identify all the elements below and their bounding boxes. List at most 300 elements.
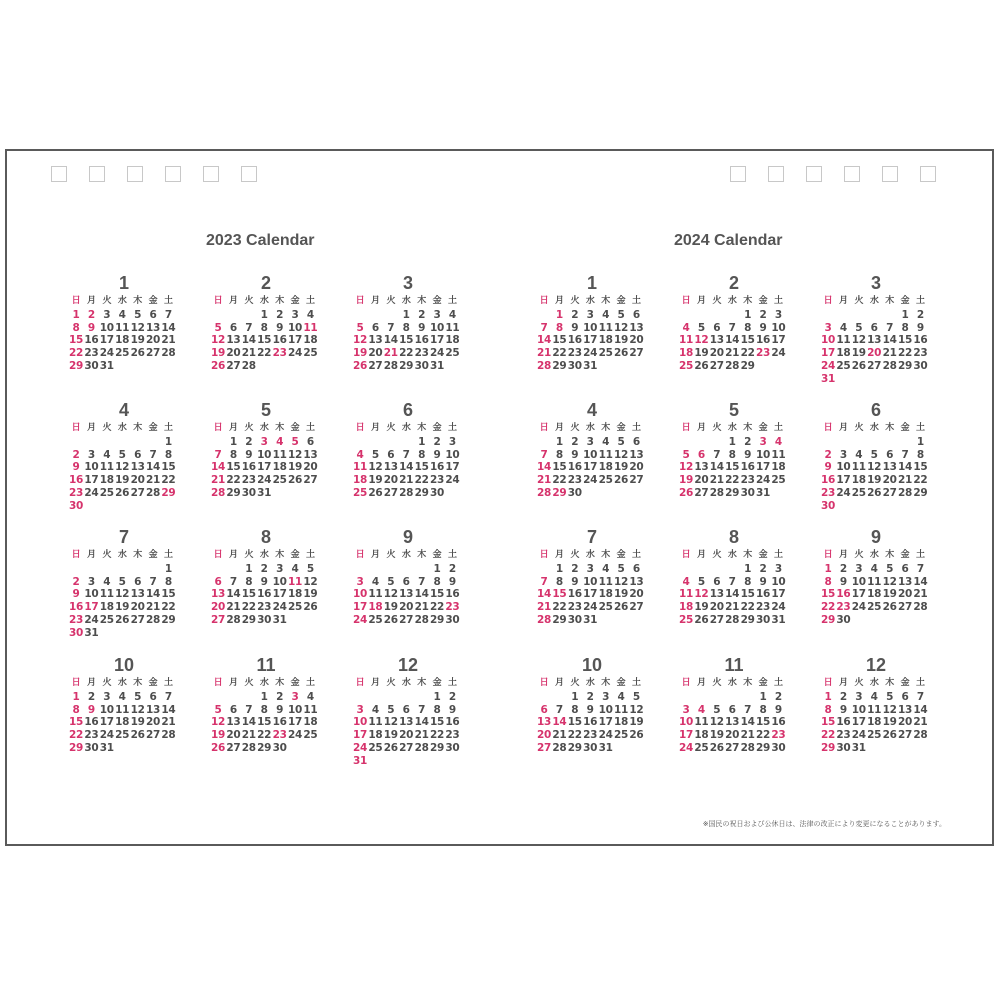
- day-cell: 5: [713, 703, 721, 716]
- day-cell: 30: [429, 487, 444, 499]
- day-cell: 20: [210, 601, 225, 614]
- day-cell: 13: [882, 461, 897, 474]
- day-cell: 7: [149, 448, 157, 461]
- binding-hole: [127, 166, 143, 182]
- day-cell: 17: [820, 347, 835, 360]
- day-cell: 19: [368, 474, 383, 487]
- day-cell: 22: [161, 601, 176, 614]
- day-cell: 27: [867, 360, 882, 372]
- day-cell: 28: [536, 614, 551, 626]
- weekday-label: 木: [743, 296, 752, 306]
- day-cell: 5: [855, 321, 863, 334]
- weekday-label: 日: [823, 423, 833, 433]
- month-number: 7: [118, 527, 129, 547]
- day-cell: 8: [555, 575, 563, 588]
- day-cell: 15: [897, 334, 912, 347]
- weekday-label: 水: [401, 423, 411, 433]
- day-cell: 24: [598, 729, 613, 742]
- binding-hole: [730, 166, 746, 182]
- day-cell: 20: [130, 601, 145, 614]
- day-cell: 14: [383, 334, 398, 347]
- weekday-label: 月: [555, 678, 564, 688]
- weekday-label: 水: [401, 550, 411, 560]
- day-cell: 9: [839, 575, 847, 588]
- day-cell: 11: [115, 321, 130, 334]
- day-cell: 12: [867, 461, 882, 474]
- binding-holes-right: [730, 166, 936, 182]
- day-cell: 5: [617, 308, 625, 321]
- day-cell: 2: [744, 435, 752, 448]
- weekday-label: 土: [632, 678, 641, 688]
- day-cell: 15: [414, 461, 429, 474]
- weekday-label: 月: [839, 296, 848, 306]
- day-cell: 1: [824, 562, 832, 575]
- weekday-label: 木: [601, 678, 610, 688]
- day-cell: 6: [901, 562, 909, 575]
- day-cell: 8: [433, 575, 441, 588]
- day-cell: 31: [429, 360, 444, 372]
- weekday-label: 火: [854, 678, 864, 688]
- day-cell: 1: [728, 435, 736, 448]
- day-cell: 29: [740, 614, 755, 626]
- weekday-label: 日: [71, 296, 81, 306]
- day-cell: 8: [916, 448, 924, 461]
- day-cell: 25: [867, 729, 882, 742]
- day-cell: 8: [72, 321, 80, 334]
- day-cell: 21: [882, 347, 897, 360]
- day-cell: 19: [613, 334, 628, 347]
- day-cell: 11: [613, 703, 628, 716]
- weekday-label: 火: [244, 423, 254, 433]
- weekday-label: 木: [601, 423, 610, 433]
- day-cell: 19: [130, 716, 145, 729]
- day-cell: 20: [226, 347, 241, 360]
- day-cell: 24: [771, 347, 786, 360]
- weekday-label: 木: [885, 423, 894, 433]
- weekday-label: 金: [900, 423, 910, 433]
- day-cell: 17: [99, 334, 114, 347]
- weekday-label: 水: [727, 678, 737, 688]
- weekday-label: 火: [386, 678, 396, 688]
- day-cell: 18: [598, 334, 613, 347]
- weekday-label: 日: [539, 423, 549, 433]
- day-cell: 28: [725, 614, 740, 626]
- day-cell: 21: [414, 729, 429, 742]
- day-cell: 1: [555, 562, 563, 575]
- day-cell: 26: [613, 474, 628, 487]
- day-cell: 24: [352, 614, 367, 626]
- weekday-label: 日: [71, 550, 81, 560]
- weekday-label: 火: [854, 296, 864, 306]
- weekday-label: 月: [371, 296, 380, 306]
- day-cell: 18: [287, 588, 302, 601]
- day-cell: 11: [287, 575, 302, 588]
- day-cell: 29: [897, 360, 912, 372]
- day-cell: 3: [602, 690, 610, 703]
- day-cell: 22: [161, 474, 176, 487]
- day-cell: 19: [678, 474, 693, 487]
- day-cell: 12: [882, 575, 897, 588]
- day-cell: 1: [418, 435, 426, 448]
- day-cell: 26: [882, 601, 897, 614]
- day-cell: 24: [851, 729, 866, 742]
- weekday-label: 水: [259, 678, 269, 688]
- day-cell: 3: [260, 435, 268, 448]
- weekday-label: 水: [869, 550, 879, 560]
- day-cell: 21: [725, 601, 740, 614]
- day-cell: 18: [678, 347, 693, 360]
- weekday-label: 火: [386, 550, 396, 560]
- day-cell: 26: [613, 601, 628, 614]
- weekday-label: 木: [133, 296, 142, 306]
- day-cell: 2: [759, 308, 767, 321]
- day-cell: 19: [130, 334, 145, 347]
- month-number: 6: [402, 400, 413, 420]
- day-cell: 1: [555, 308, 563, 321]
- day-cell: 24: [755, 474, 770, 487]
- weekday-label: 金: [432, 423, 442, 433]
- day-cell: 31: [583, 360, 598, 372]
- day-cell: 13: [897, 575, 912, 588]
- weekday-label: 火: [386, 423, 396, 433]
- day-cell: 30: [567, 614, 582, 626]
- weekday-label: 火: [712, 423, 722, 433]
- day-cell: 27: [536, 742, 551, 754]
- day-cell: 15: [740, 334, 755, 347]
- day-cell: 10: [583, 575, 598, 588]
- day-cell: 10: [429, 321, 444, 334]
- day-cell: 30: [913, 360, 928, 372]
- day-cell: 7: [418, 703, 426, 716]
- day-cell: 18: [851, 474, 866, 487]
- day-cell: 30: [84, 360, 99, 372]
- day-cell: 12: [287, 448, 302, 461]
- day-cell: 16: [68, 474, 83, 487]
- binding-hole: [203, 166, 219, 182]
- day-cell: 16: [241, 461, 256, 474]
- day-cell: 11: [694, 716, 709, 729]
- day-cell: 5: [118, 575, 126, 588]
- day-cell: 1: [555, 435, 563, 448]
- day-cell: 6: [387, 448, 395, 461]
- day-cell: 13: [130, 588, 145, 601]
- day-cell: 16: [414, 334, 429, 347]
- day-cell: 9: [571, 575, 579, 588]
- day-cell: 29: [257, 742, 272, 754]
- day-cell: 5: [214, 321, 222, 334]
- weekday-label: 土: [306, 423, 315, 433]
- day-cell: 19: [115, 601, 130, 614]
- day-cell: 24: [836, 487, 851, 499]
- day-cell: 20: [399, 729, 414, 742]
- day-cell: 14: [725, 334, 740, 347]
- day-cell: 27: [383, 487, 398, 499]
- day-cell: 31: [851, 742, 866, 754]
- day-cell: 4: [682, 321, 690, 334]
- day-cell: 1: [824, 690, 832, 703]
- month-number: 11: [256, 655, 276, 675]
- day-cell: 19: [613, 461, 628, 474]
- day-cell: 11: [303, 703, 318, 716]
- day-cell: 27: [226, 742, 241, 754]
- day-cell: 30: [755, 614, 770, 626]
- day-cell: 23: [567, 347, 582, 360]
- day-cell: 26: [115, 487, 130, 499]
- day-cell: 1: [744, 562, 752, 575]
- weekday-label: 月: [229, 296, 238, 306]
- day-cell: 28: [709, 487, 724, 499]
- day-cell: 14: [709, 461, 724, 474]
- day-cell: 14: [161, 703, 176, 716]
- day-cell: 13: [867, 334, 882, 347]
- day-cell: 26: [130, 729, 145, 742]
- day-cell: 24: [272, 601, 287, 614]
- day-cell: 12: [352, 334, 367, 347]
- day-cell: 17: [851, 588, 866, 601]
- day-cell: 8: [260, 321, 268, 334]
- weekday-label: 土: [448, 296, 457, 306]
- day-cell: 3: [433, 308, 441, 321]
- day-cell: 6: [134, 575, 142, 588]
- weekday-label: 日: [355, 678, 365, 688]
- weekday-label: 土: [164, 423, 173, 433]
- day-cell: 15: [725, 461, 740, 474]
- weekday-label: 日: [681, 678, 691, 688]
- day-cell: 5: [870, 448, 878, 461]
- day-cell: 10: [771, 321, 786, 334]
- day-cell: 20: [399, 601, 414, 614]
- day-cell: 13: [536, 716, 551, 729]
- weekday-label: 金: [758, 423, 768, 433]
- weekday-label: 水: [585, 296, 595, 306]
- weekday-label: 日: [213, 423, 223, 433]
- weekday-label: 水: [585, 423, 595, 433]
- day-cell: 3: [448, 435, 456, 448]
- day-cell: 12: [709, 716, 724, 729]
- day-cell: 8: [260, 703, 268, 716]
- day-cell: 22: [725, 474, 740, 487]
- weekday-label: 水: [869, 678, 879, 688]
- day-cell: 14: [725, 588, 740, 601]
- day-cell: 26: [694, 360, 709, 372]
- weekday-label: 月: [229, 423, 238, 433]
- weekday-label: 日: [213, 550, 223, 560]
- month-number: 5: [260, 400, 271, 420]
- day-cell: 11: [867, 703, 882, 716]
- day-cell: 26: [115, 614, 130, 626]
- month-number: 5: [728, 400, 739, 420]
- day-cell: 23: [257, 601, 272, 614]
- day-cell: 29: [68, 742, 83, 754]
- day-cell: 14: [145, 461, 160, 474]
- day-cell: 3: [103, 308, 111, 321]
- day-cell: 6: [229, 321, 237, 334]
- day-cell: 20: [130, 474, 145, 487]
- weekday-label: 土: [632, 550, 641, 560]
- day-cell: 23: [913, 347, 928, 360]
- day-cell: 22: [257, 729, 272, 742]
- day-cell: 24: [678, 742, 693, 754]
- day-cell: 26: [210, 742, 225, 754]
- weekday-label: 水: [727, 423, 737, 433]
- day-cell: 20: [629, 461, 644, 474]
- day-cell: 30: [257, 614, 272, 626]
- day-cell: 12: [130, 321, 145, 334]
- day-cell: 14: [536, 334, 551, 347]
- day-cell: 10: [257, 448, 272, 461]
- day-cell: 5: [632, 690, 640, 703]
- day-cell: 16: [257, 588, 272, 601]
- day-cell: 10: [771, 575, 786, 588]
- day-cell: 7: [728, 321, 736, 334]
- day-cell: 23: [414, 347, 429, 360]
- day-cell: 6: [632, 562, 640, 575]
- weekday-label: 日: [213, 678, 223, 688]
- day-cell: 21: [552, 729, 567, 742]
- binding-hole: [882, 166, 898, 182]
- day-cell: 4: [870, 562, 878, 575]
- day-cell: 2: [571, 435, 579, 448]
- weekday-label: 金: [432, 550, 442, 560]
- day-cell: 6: [214, 575, 222, 588]
- weekday-label: 火: [102, 678, 112, 688]
- day-cell: 2: [571, 562, 579, 575]
- day-cell: 17: [84, 601, 99, 614]
- weekday-label: 日: [823, 296, 833, 306]
- day-cell: 18: [771, 461, 786, 474]
- day-cell: 14: [536, 588, 551, 601]
- day-cell: 30: [740, 487, 755, 499]
- weekday-label: 木: [743, 678, 752, 688]
- day-cell: 9: [260, 575, 268, 588]
- day-cell: 9: [744, 448, 752, 461]
- binding-hole: [51, 166, 67, 182]
- day-cell: 14: [414, 588, 429, 601]
- day-cell: 1: [164, 562, 172, 575]
- weekday-label: 土: [448, 423, 457, 433]
- day-cell: 24: [99, 347, 114, 360]
- day-cell: 3: [855, 562, 863, 575]
- day-cell: 12: [210, 716, 225, 729]
- day-cell: 10: [445, 448, 460, 461]
- day-cell: 26: [629, 729, 644, 742]
- day-cell: 17: [583, 461, 598, 474]
- weekday-label: 土: [306, 550, 315, 560]
- day-cell: 15: [257, 334, 272, 347]
- weekday-label: 金: [616, 550, 626, 560]
- day-cell: 6: [540, 703, 548, 716]
- day-cell: 20: [897, 588, 912, 601]
- day-cell: 7: [214, 448, 222, 461]
- month-number: 12: [865, 655, 887, 675]
- day-cell: 9: [839, 703, 847, 716]
- day-cell: 2: [433, 435, 441, 448]
- day-cell: 23: [84, 729, 99, 742]
- weekday-label: 木: [885, 296, 894, 306]
- day-cell: 18: [445, 334, 460, 347]
- day-cell: 10: [678, 716, 693, 729]
- day-cell: 28: [241, 742, 256, 754]
- weekday-label: 木: [743, 550, 752, 560]
- day-cell: 2: [72, 448, 80, 461]
- day-cell: 15: [68, 334, 83, 347]
- day-cell: 3: [87, 575, 95, 588]
- weekday-label: 金: [432, 296, 442, 306]
- day-cell: 2: [245, 435, 253, 448]
- day-cell: 22: [740, 347, 755, 360]
- day-cell: 13: [709, 334, 724, 347]
- day-cell: 7: [402, 448, 410, 461]
- month-number: 2: [728, 273, 739, 293]
- day-cell: 5: [291, 435, 299, 448]
- day-cell: 1: [164, 435, 172, 448]
- weekday-label: 木: [275, 423, 284, 433]
- day-cell: 25: [598, 347, 613, 360]
- day-cell: 9: [759, 575, 767, 588]
- day-cell: 27: [629, 474, 644, 487]
- day-cell: 28: [897, 487, 912, 499]
- day-cell: 13: [145, 321, 160, 334]
- day-cell: 1: [245, 562, 253, 575]
- weekday-label: 土: [306, 296, 315, 306]
- day-cell: 16: [836, 716, 851, 729]
- day-cell: 11: [598, 575, 613, 588]
- day-cell: 1: [916, 435, 924, 448]
- day-cell: 24: [820, 360, 835, 372]
- day-cell: 23: [68, 614, 83, 626]
- day-cell: 13: [210, 588, 225, 601]
- weekday-label: 月: [697, 678, 706, 688]
- day-cell: 19: [851, 347, 866, 360]
- day-cell: 25: [352, 487, 367, 499]
- day-cell: 25: [303, 729, 318, 742]
- day-cell: 20: [145, 334, 160, 347]
- day-cell: 1: [72, 308, 80, 321]
- day-cell: 22: [414, 474, 429, 487]
- day-cell: 12: [210, 334, 225, 347]
- day-cell: 30: [583, 742, 598, 754]
- day-cell: 27: [130, 614, 145, 626]
- weekday-label: 水: [117, 678, 127, 688]
- day-cell: 10: [84, 588, 99, 601]
- day-cell: 3: [759, 435, 767, 448]
- day-cell: 1: [901, 308, 909, 321]
- day-cell: 24: [287, 347, 302, 360]
- day-cell: 30: [820, 499, 835, 512]
- day-cell: 3: [356, 703, 364, 716]
- day-cell: 16: [68, 601, 83, 614]
- weekday-label: 日: [213, 296, 223, 306]
- day-cell: 25: [771, 474, 786, 487]
- day-cell: 8: [728, 448, 736, 461]
- day-cell: 5: [697, 575, 705, 588]
- day-cell: 15: [226, 461, 241, 474]
- day-cell: 2: [276, 308, 284, 321]
- day-cell: 1: [260, 690, 268, 703]
- day-cell: 23: [755, 347, 770, 360]
- weekday-label: 日: [823, 550, 833, 560]
- day-cell: 12: [383, 716, 398, 729]
- day-cell: 31: [99, 742, 114, 754]
- day-cell: 30: [272, 742, 287, 754]
- day-cell: 10: [851, 703, 866, 716]
- weekday-label: 土: [632, 296, 641, 306]
- day-cell: 5: [356, 321, 364, 334]
- day-cell: 29: [552, 487, 567, 499]
- weekday-label: 木: [417, 550, 426, 560]
- weekday-label: 木: [885, 678, 894, 688]
- day-cell: 7: [387, 321, 395, 334]
